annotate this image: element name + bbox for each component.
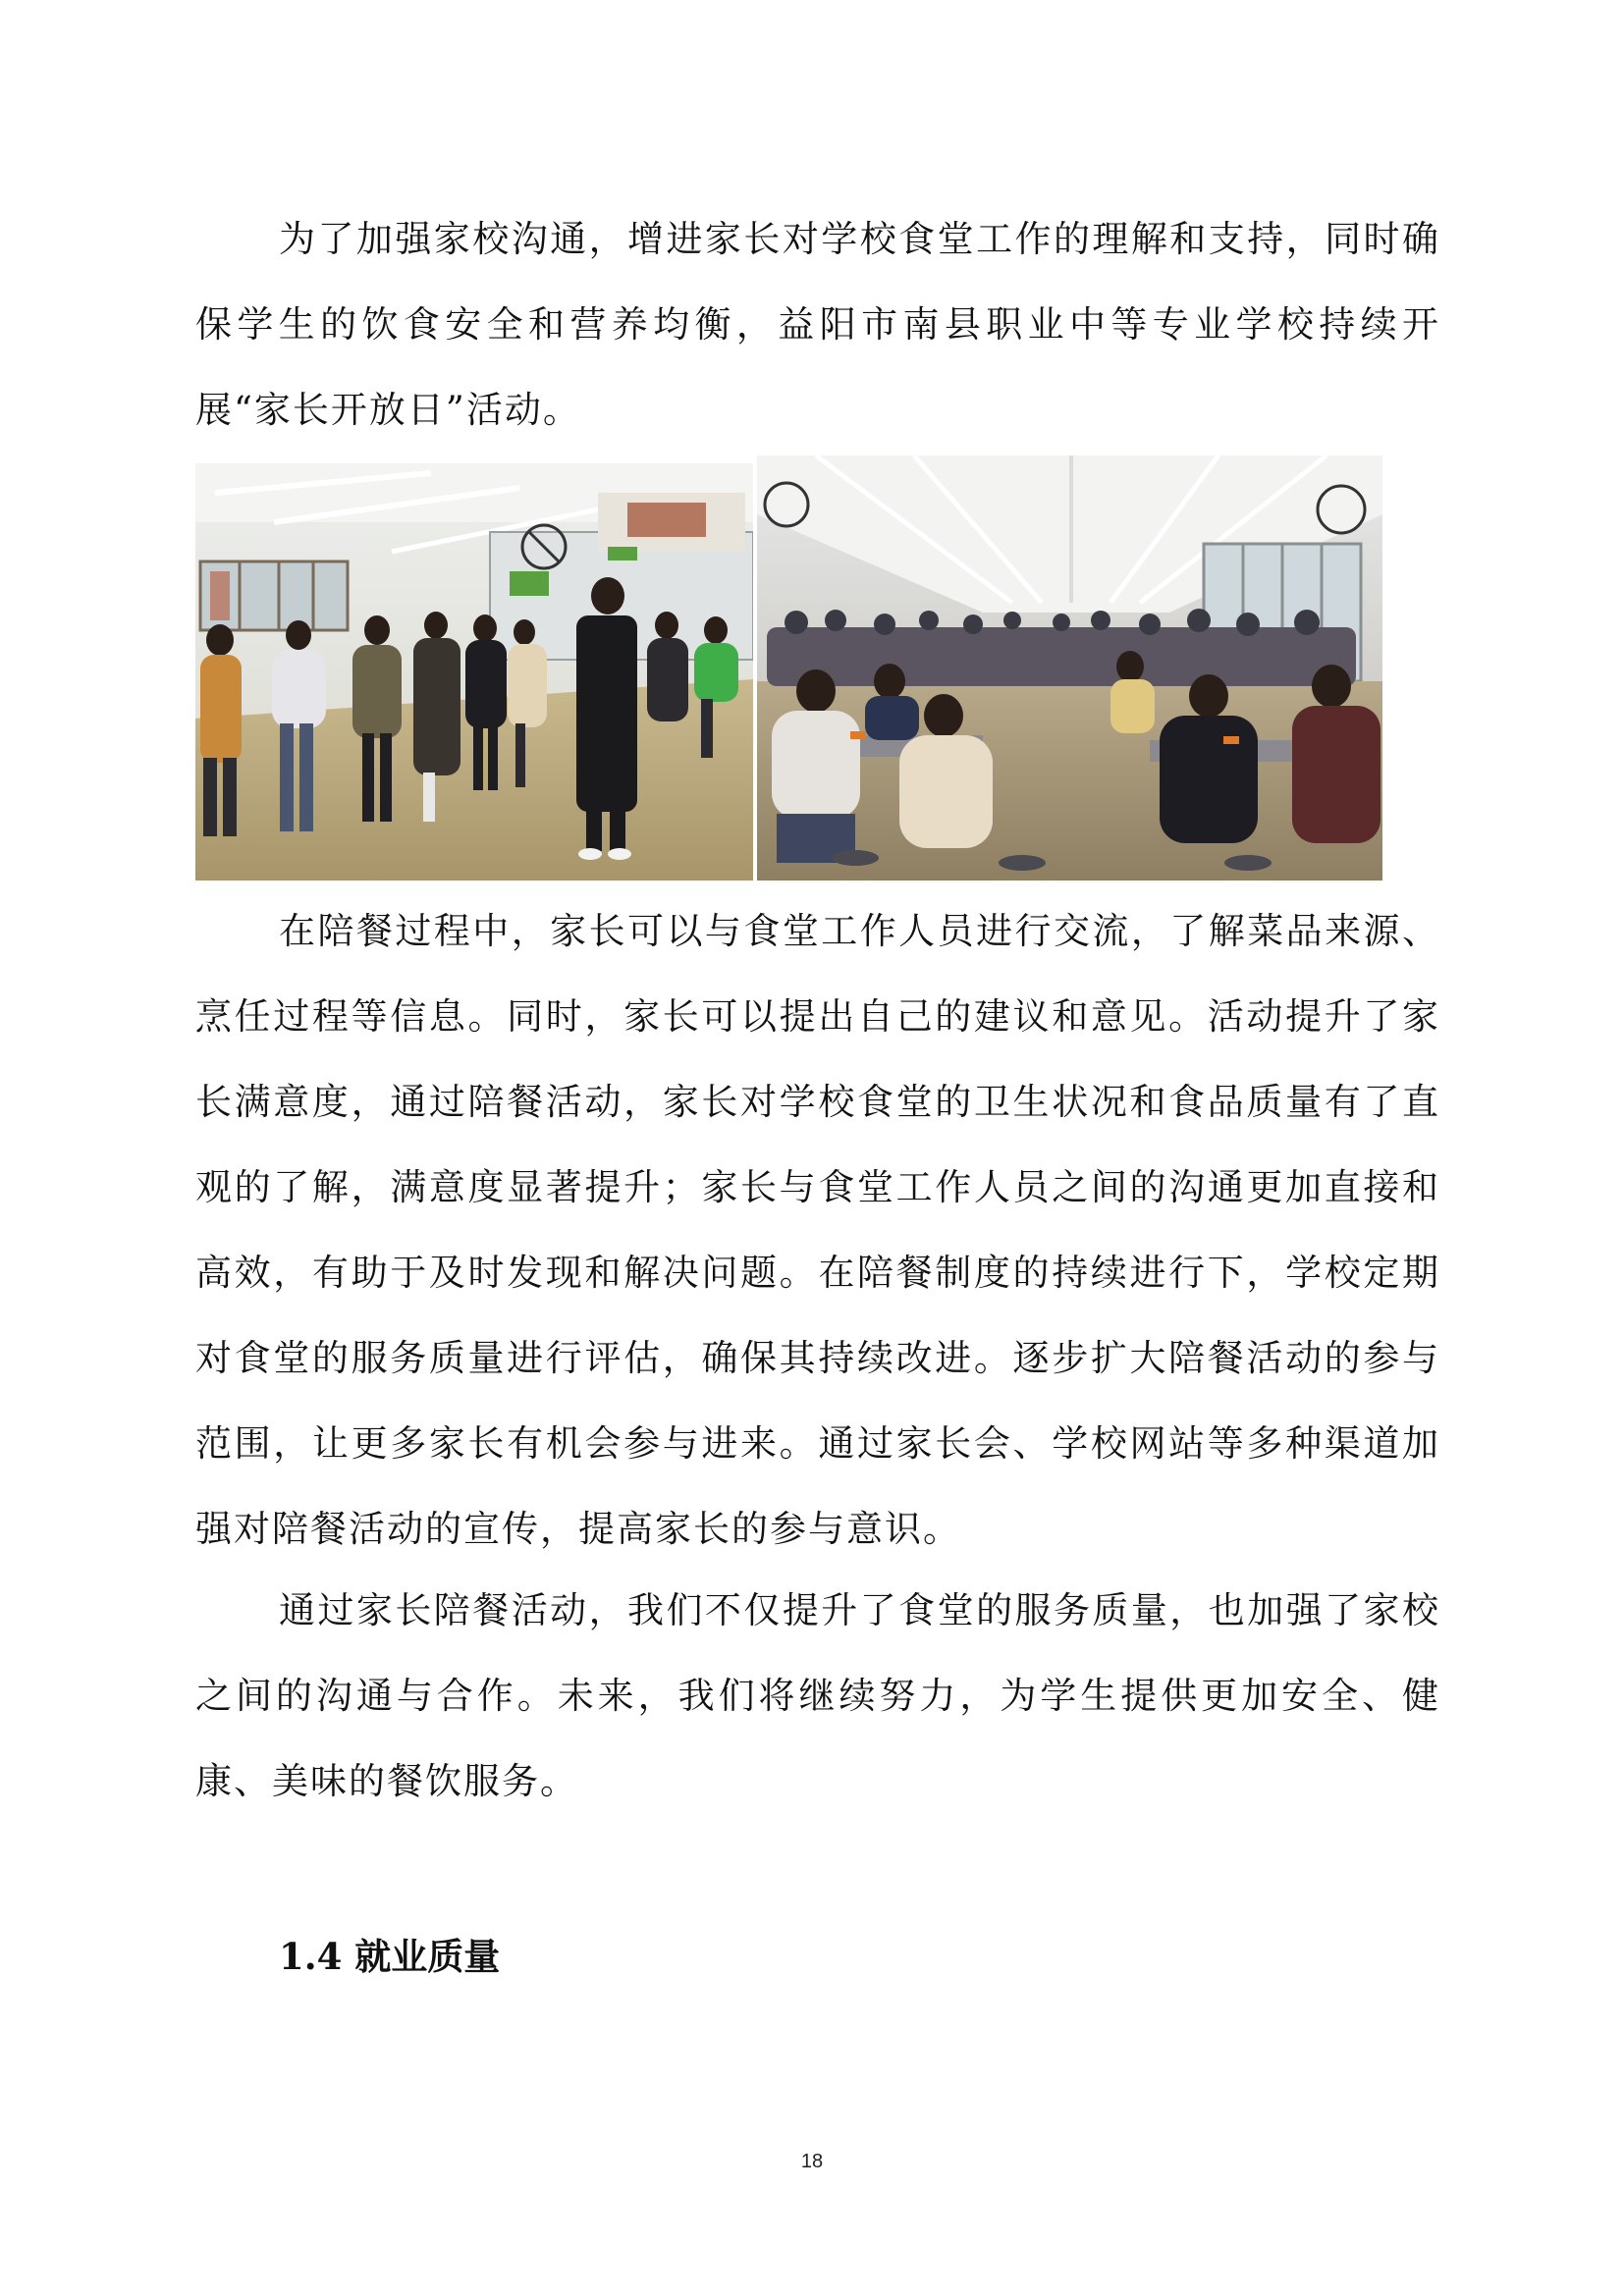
canteen-dining-photo [757, 455, 1382, 881]
paragraph-conclusion: 通过家长陪餐活动，我们不仅提升了食堂的服务质量，也加强了家校之间的沟通与合作。未来，我们将继续努力，为学生提供更加安全、健康、美味的餐饮服务。 [195, 1589, 1440, 1802]
section-heading: 1.4 就业质量 [279, 1935, 501, 1978]
canteen-queue-photo [195, 463, 753, 881]
page-number: 18 [800, 2151, 824, 2172]
paragraph-dining-process: 在陪餐过程中，家长可以与食堂工作人员进行交流，了解菜品来源、烹任过程等信息。同时，家长可以提出自己的建议和意见。活动提升了家长满意度，通过陪餐活动，家长对学校食堂的卫生状况和食品质量有了直观的了解，满意度显著提升；家长与食堂工作人员之间的沟通更加直接和高效，有助于及时发现和解决问题。在陪餐制度的持续进行下，学校定期对食堂的服务质量进行评估，确保其持续改进。逐步扩大陪餐活动的参与范围，让更多家长有机会参与进来。通过家长会、学校网站等多种渠道加强对陪餐活动的宣传，提高家长的参与意识。 [195, 910, 1440, 1550]
paragraph-intro: 为了加强家校沟通，增进家长对学校食堂工作的理解和支持，同时确保学生的饮食安全和营养均衡，益阳市南县职业中等专业学校持续开展“家长开放日”活动。 [195, 218, 1440, 431]
